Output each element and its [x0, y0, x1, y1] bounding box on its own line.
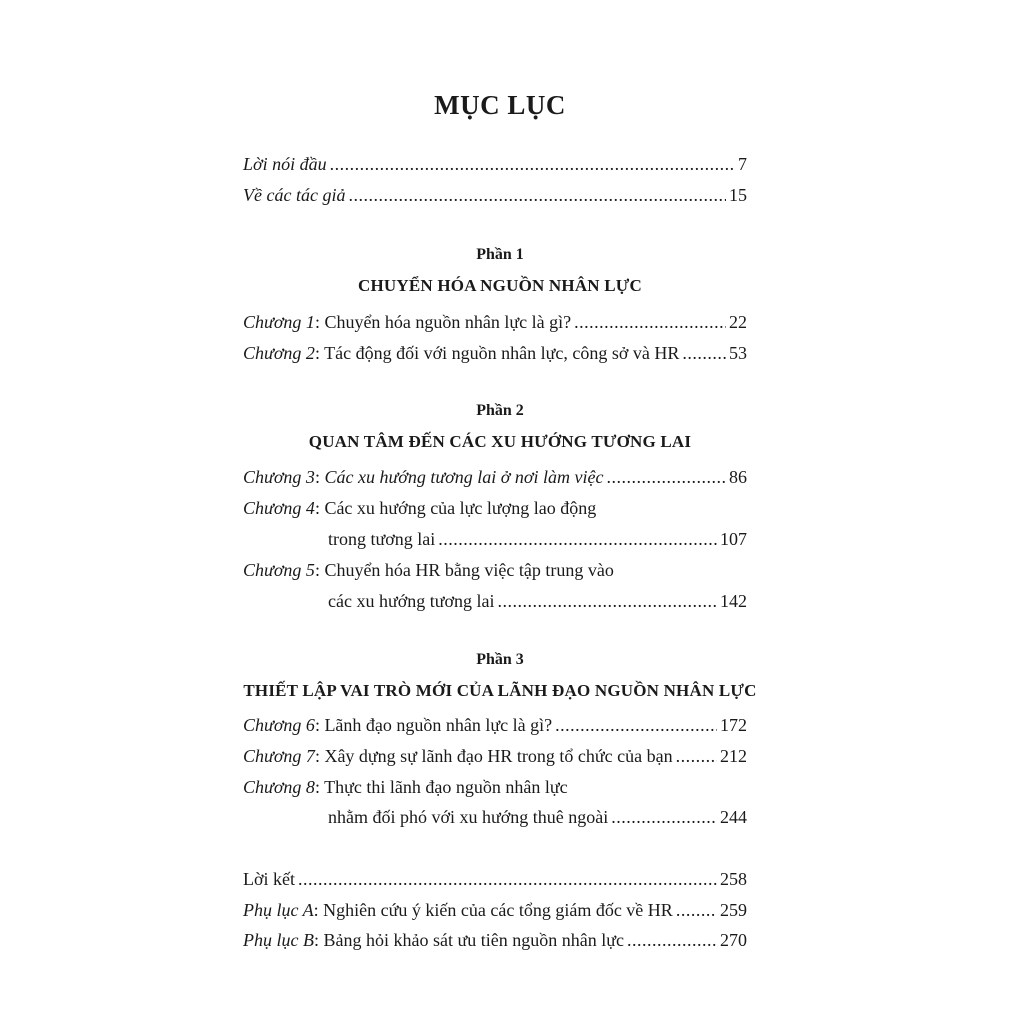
chapter-prefix: Chương 3 [243, 467, 315, 487]
chapter-title-cont: các xu hướng tương lai [328, 591, 495, 611]
toc-entry-chapter-4-cont[interactable] [328, 528, 747, 550]
page-number: 212 [720, 746, 747, 766]
chapter-title: : Chuyển hóa nguồn nhân lực là gì? [314, 312, 572, 332]
chapter-title: Các xu hướng tương lai ở nơi làm việc [324, 467, 604, 487]
part-1-title: CHUYỂN HÓA NGUỒN NHÂN LỰC [358, 276, 642, 295]
chapter-title: : Tác động đối với nguồn nhân lực, công sở và HR [314, 343, 680, 363]
dot-leader [348, 184, 726, 206]
chapter-prefix: Chương 6 [243, 715, 315, 735]
toc-entry-conclusion[interactable] [243, 868, 747, 890]
chapter-title: : Lãnh đạo nguồn nhân lực là gì? [314, 715, 553, 735]
toc-entry-preface[interactable] [243, 153, 747, 175]
chapter-prefix: Chương 8 [243, 777, 315, 797]
toc-entry-appendix-b[interactable] [243, 929, 747, 951]
appendix-prefix: Phụ lục A [243, 900, 314, 920]
page-number: 86 [729, 467, 747, 487]
chapter-title: : Thực thi lãnh đạo nguồn nhân lực [314, 777, 568, 797]
dot-leader [627, 929, 717, 951]
dot-leader [574, 311, 726, 333]
appendix-title: : Bảng hỏi khảo sát ưu tiên nguồn nhân lực [313, 930, 624, 950]
chapter-title-cont: nhằm đối phó với xu hướng thuê ngoài [328, 807, 609, 827]
part-3-number: Phần 3 [476, 651, 524, 668]
toc-entry-chapter-7[interactable] [243, 745, 747, 767]
toc-entry-authors[interactable] [243, 184, 747, 206]
dot-leader [676, 745, 717, 767]
toc-entry-chapter-5[interactable] [243, 559, 614, 581]
dot-leader [498, 590, 717, 612]
page-number: 258 [720, 869, 747, 889]
page-number: 259 [720, 900, 747, 920]
chapter-prefix: Chương 4 [243, 498, 315, 518]
chapter-prefix: Chương 2 [243, 343, 315, 363]
chapter-prefix: Chương 7 [243, 746, 315, 766]
appendix-prefix: Phụ lục B [243, 930, 314, 950]
toc-entry-chapter-5-cont[interactable] [328, 590, 747, 612]
toc-entry-chapter-4[interactable] [243, 497, 596, 519]
page-title: MỤC LỤC [434, 90, 566, 120]
page-number: 172 [720, 715, 747, 735]
appendix-title: : Nghiên cứu ý kiến của các tổng giám đốc về HR [313, 900, 673, 920]
toc-entry-chapter-8[interactable] [243, 776, 568, 798]
chapter-colon: : [314, 467, 325, 487]
dot-leader [298, 868, 717, 890]
toc-entry-chapter-6[interactable] [243, 714, 747, 736]
page-number: 15 [729, 185, 747, 205]
chapter-title: : Các xu hướng của lực lượng lao động [314, 498, 597, 518]
page-number: 53 [729, 343, 747, 363]
dot-leader [330, 153, 735, 175]
toc-entry-chapter-3[interactable] [243, 466, 747, 488]
page-number: 107 [720, 529, 747, 549]
page-number: 142 [720, 591, 747, 611]
part-1-number: Phần 1 [476, 246, 524, 263]
part-2-number: Phần 2 [476, 402, 524, 419]
chapter-title: : Xây dựng sự lãnh đạo HR trong tổ chức của bạn [314, 746, 673, 766]
dot-leader [555, 714, 717, 736]
dot-leader [438, 528, 717, 550]
chapter-prefix: Chương 1 [243, 312, 315, 332]
entry-label: Về các tác giả [243, 185, 346, 205]
dot-leader [606, 466, 726, 488]
chapter-title-cont: trong tương lai [328, 529, 436, 549]
toc-entry-chapter-1[interactable] [243, 311, 747, 333]
chapter-prefix: Chương 5 [243, 560, 315, 580]
dot-leader [611, 806, 717, 828]
toc-entry-appendix-a[interactable] [243, 899, 747, 921]
dot-leader [676, 899, 717, 921]
page-number: 7 [738, 154, 747, 174]
entry-label: Lời nói đầu [243, 154, 327, 174]
chapter-title: : Chuyển hóa HR bằng việc tập trung vào [314, 560, 614, 580]
part-2-title: QUAN TÂM ĐẾN CÁC XU HƯỚNG TƯƠNG LAI [308, 432, 692, 451]
toc-entry-chapter-8-cont[interactable] [328, 806, 747, 828]
page-number: 244 [720, 807, 747, 827]
toc-entry-chapter-2[interactable] [243, 342, 747, 364]
page-number: 270 [720, 930, 747, 950]
part-3-title: THIẾT LẬP VAI TRÒ MỚI CỦA LÃNH ĐẠO NGUỒN NHÂN LỰC [243, 681, 757, 700]
entry-label: Lời kết [243, 869, 296, 889]
dot-leader [682, 342, 726, 364]
page-number: 22 [729, 312, 747, 332]
